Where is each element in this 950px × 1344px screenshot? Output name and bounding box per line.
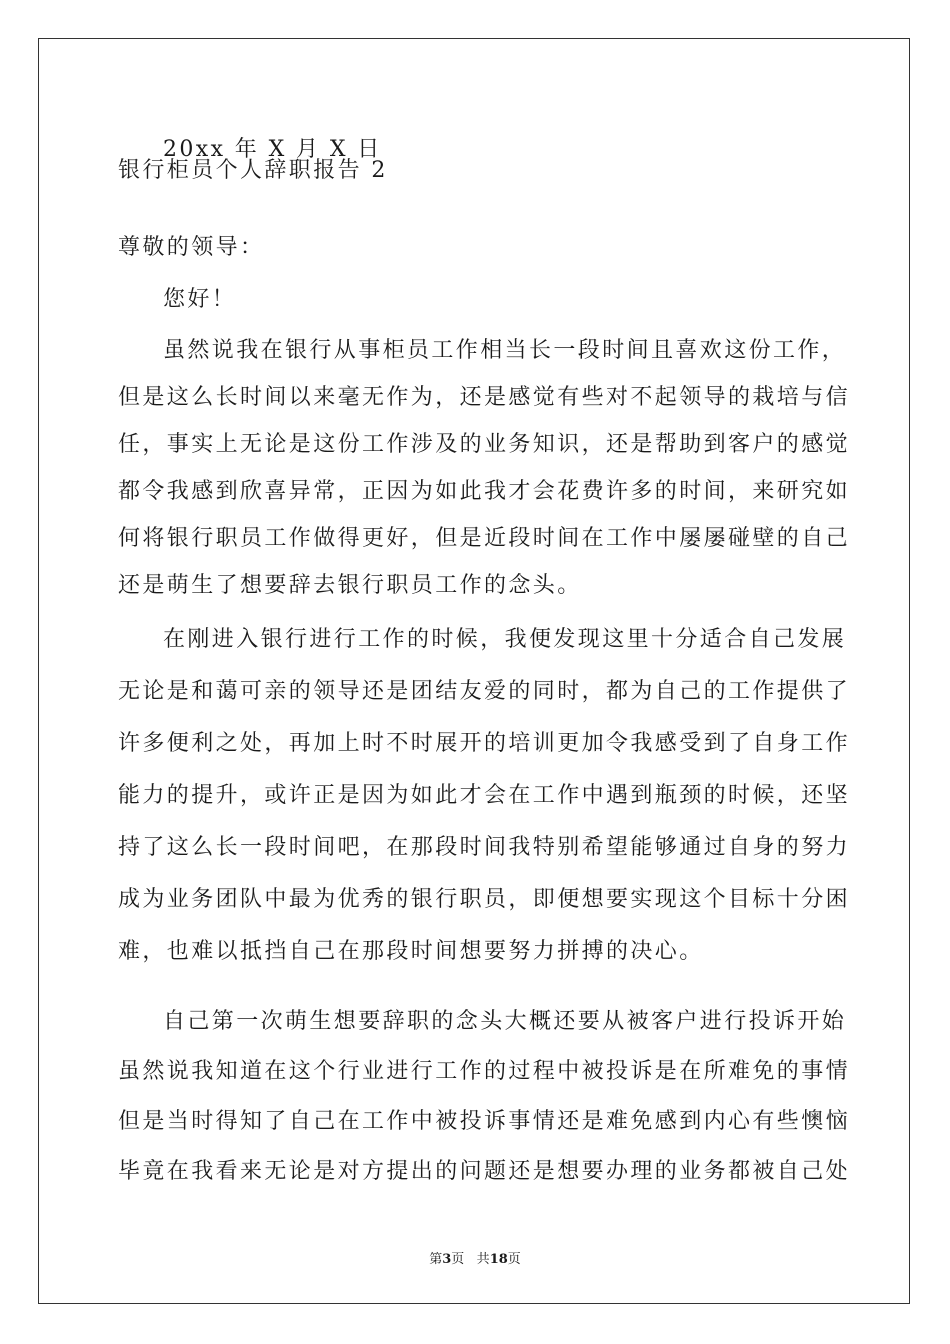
greeting: 您好！ [163, 287, 237, 312]
page-prefix: 第 [429, 1252, 443, 1267]
body-line: 在刚进入银行进行工作的时候，我便发现这里十分适合自己发展 [163, 627, 847, 652]
report-title: 银行柜员个人辞职报告 2 [118, 158, 388, 183]
page-total: 18 [489, 1252, 508, 1267]
body-line: 虽然说我在银行从事柜员工作相当长一段时间且喜欢这份工作， [163, 338, 847, 363]
letter-date: 20xx 年 X 月 X 日 [163, 137, 382, 162]
body-line: 许多便利之处，再加上时不时展开的培训更加令我感受到了自身工作 [118, 731, 851, 756]
page-current: 3 [442, 1252, 452, 1267]
body-line: 都令我感到欣喜异常，正因为如此我才会花费许多的时间，来研究如 [118, 479, 851, 504]
body-line: 但是这么长时间以来毫无作为，还是感觉有些对不起领导的栽培与信 [118, 385, 851, 410]
body-line: 能力的提升，或许正是因为如此才会在工作中遇到瓶颈的时候，还坚 [118, 783, 851, 808]
body-line: 毕竟在我看来无论是对方提出的问题还是想要办理的业务都被自己处 [118, 1159, 851, 1184]
salutation: 尊敬的领导： [118, 235, 265, 260]
body-line: 持了这么长一段时间吧，在那段时间我特别希望能够通过自身的努力 [118, 835, 851, 860]
page-suffix: 页 [451, 1252, 465, 1267]
body-line: 成为业务团队中最为优秀的银行职员，即便想要实现这个目标十分困 [118, 887, 851, 912]
body-line: 还是萌生了想要辞去银行职员工作的念头。 [118, 573, 582, 598]
total-suffix: 页 [507, 1252, 521, 1267]
body-line: 虽然说我知道在这个行业进行工作的过程中被投诉是在所难免的事情 [118, 1059, 851, 1084]
body-line: 何将银行职员工作做得更好，但是近段时间在工作中屡屡碰壁的自己 [118, 526, 851, 551]
body-line: 难，也难以抵挡自己在那段时间想要努力拼搏的决心。 [118, 939, 704, 964]
total-prefix: 共 [476, 1252, 490, 1267]
body-line: 自己第一次萌生想要辞职的念头大概还要从被客户进行投诉开始 [163, 1009, 847, 1034]
body-line: 无论是和蔼可亲的领导还是团结友爱的同时，都为自己的工作提供了 [118, 679, 851, 704]
body-line: 但是当时得知了自己在工作中被投诉事情还是难免感到内心有些懊恼 [118, 1109, 851, 1134]
body-line: 任，事实上无论是这份工作涉及的业务知识，还是帮助到客户的感觉 [118, 432, 851, 457]
page-footer [0, 1248, 950, 1267]
